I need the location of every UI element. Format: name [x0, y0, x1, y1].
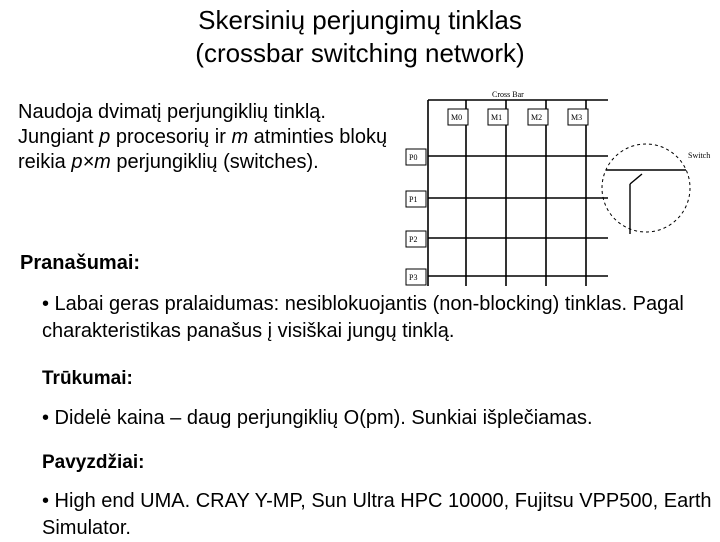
- title-line-1: Skersinių perjungimų tinklas: [198, 5, 522, 35]
- switch-icon: [606, 170, 686, 234]
- examples-heading: Pavyzdžiai:: [42, 452, 145, 473]
- switch-magnifier-circle: [602, 144, 690, 232]
- intro-part-3: atminties blokų reikia: [18, 126, 388, 173]
- intro-m: m: [231, 126, 249, 148]
- processor-boxes: [406, 149, 426, 285]
- memory-label-m2: M2: [531, 113, 543, 122]
- crossbar-diagram: [400, 86, 720, 296]
- slide-title: [0, 4, 720, 70]
- examples-text: • High end UMA. CRAY Y-MP, Sun Ultra HPC 10000, Fujitsu VPP500, Earth Simulator.: [42, 490, 712, 539]
- processor-label-p3: P3: [409, 273, 418, 282]
- disadvantages-heading: Trūkumai:: [42, 368, 133, 389]
- advantages-text: • Labai geras pralaidumas: nesiblokuojantis (non-blocking) tinklas. Pagal charakteristikas panašus į visiškai jungų tinklą.: [42, 293, 684, 342]
- intro-p: p: [99, 126, 111, 148]
- processor-label-p2: P2: [409, 235, 418, 244]
- processor-label-p1: P1: [409, 195, 418, 204]
- bus-label: Cross Bar: [492, 90, 524, 99]
- advantages-heading: Pranašumai:: [20, 252, 141, 274]
- intro-part-4: perjungiklių (switches).: [110, 151, 319, 173]
- crossbar-svg: [400, 86, 720, 296]
- memory-label-m3: M3: [571, 113, 583, 122]
- intro-text: [18, 100, 388, 175]
- memory-label-m0: M0: [451, 113, 463, 122]
- processor-label-p0: P0: [409, 153, 418, 162]
- memory-label-m1: M1: [491, 113, 503, 122]
- intro-part-1: Naudoja dvimatį perjungiklių tinklą. Jungiant: [18, 101, 326, 148]
- disadvantages-text: • Didelė kaina – daug perjungiklių O(pm). Sunkiai išplečiamas.: [42, 407, 593, 429]
- memory-boxes: [448, 109, 588, 125]
- intro-pxm: p×m: [71, 151, 111, 173]
- intro-part-2: procesorių ir: [110, 126, 232, 148]
- title-line-2: (crossbar switching network): [195, 38, 525, 68]
- switch-label: Switch: [688, 151, 711, 160]
